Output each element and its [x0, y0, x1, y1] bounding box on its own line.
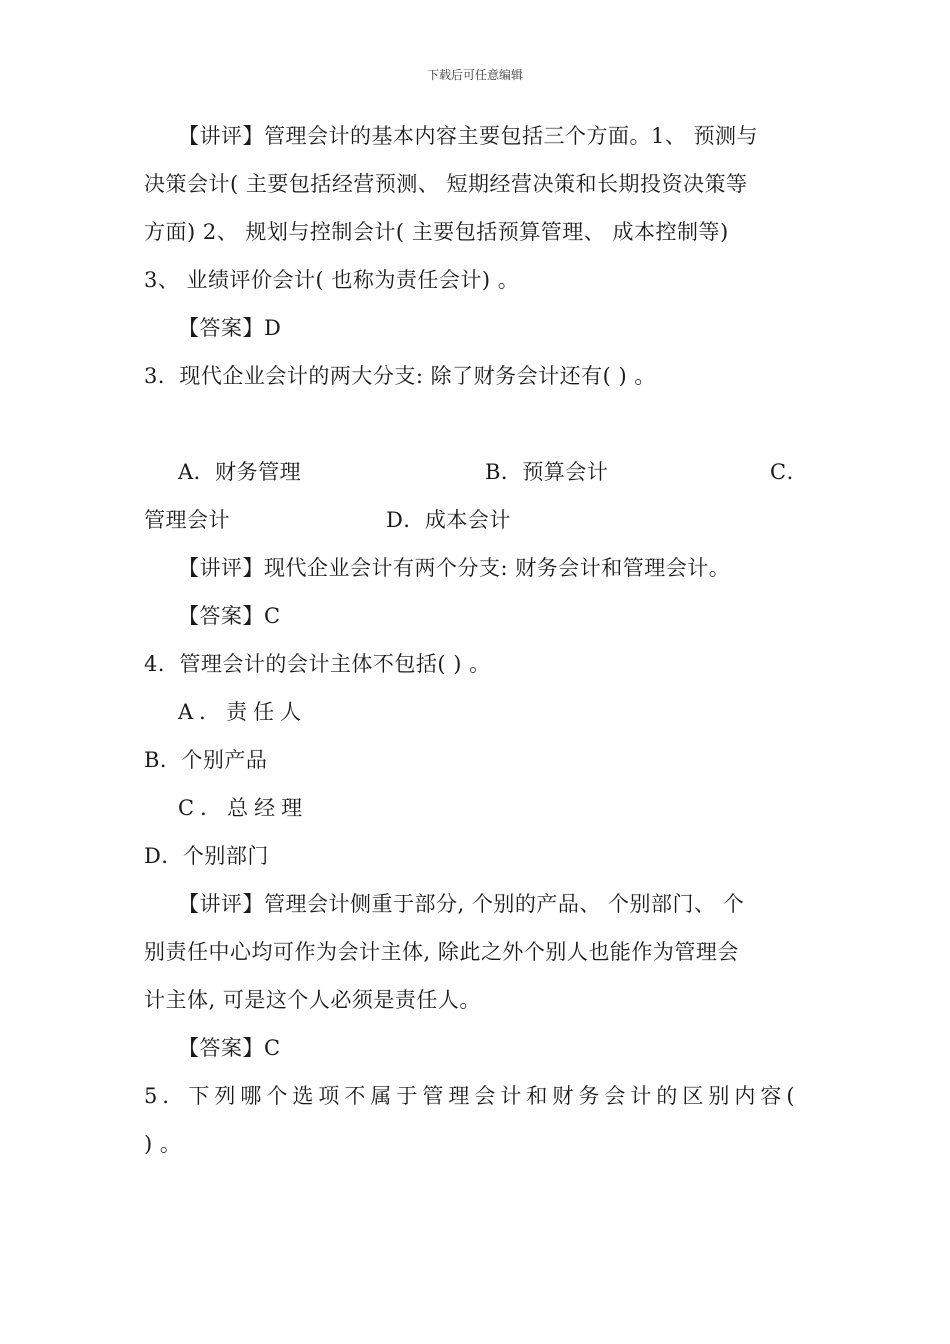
commentary-4-line-2: 别责任中心均可作为会计主体, 除此之外个别人也能作为管理会: [144, 940, 739, 964]
q3-option-c-prefix: C．: [770, 460, 809, 484]
page-header: 下载后可任意编辑: [426, 68, 523, 82]
question-4: 4．管理会计的会计主体不包括( ) 。: [144, 652, 491, 676]
q4-option-a: A．责任人: [178, 700, 308, 724]
answer-3: 【答案】C: [178, 604, 281, 628]
commentary-4-line-3: 计主体, 可是这个人必须是责任人。: [144, 988, 481, 1012]
q4-option-b: B．个别产品: [144, 748, 268, 772]
answer-2: 【答案】D: [178, 316, 282, 340]
question-3: 3．现代企业会计的两大分支: 除了财务会计还有( ) 。: [144, 364, 656, 388]
commentary-line-3: 方面) 2、 规划与控制会计( 主要包括预算管理、 成本控制等): [144, 220, 729, 244]
commentary-line-1: 【讲评】管理会计的基本内容主要包括三个方面。1、 预测与: [178, 124, 759, 148]
q3-option-a: A．财务管理: [178, 460, 302, 484]
q4-option-d: D．个别部门: [144, 844, 269, 868]
commentary-3: 【讲评】现代企业会计有两个分支: 财务会计和管理会计。: [178, 556, 731, 580]
commentary-line-4: 3、 业绩评价会计( 也称为责任会计) 。: [144, 268, 520, 292]
answer-4: 【答案】C: [178, 1036, 281, 1060]
q3-option-b: B．预算会计: [485, 460, 609, 484]
commentary-4-line-1: 【讲评】管理会计侧重于部分, 个别的产品、 个别部门、 个: [178, 892, 745, 916]
q4-option-c: C．总经理: [178, 796, 309, 820]
q3-option-c-text: 管理会计: [144, 508, 230, 532]
q3-option-d: D．成本会计: [386, 508, 511, 532]
commentary-line-2: 决策会计( 主要包括经营预测、 短期经营决策和长期投资决策等: [144, 172, 748, 196]
question-5-continued: ) 。: [144, 1132, 182, 1156]
question-5: 5．下列哪个选项不属于管理会计和财务会计的区别内容(: [144, 1084, 800, 1108]
